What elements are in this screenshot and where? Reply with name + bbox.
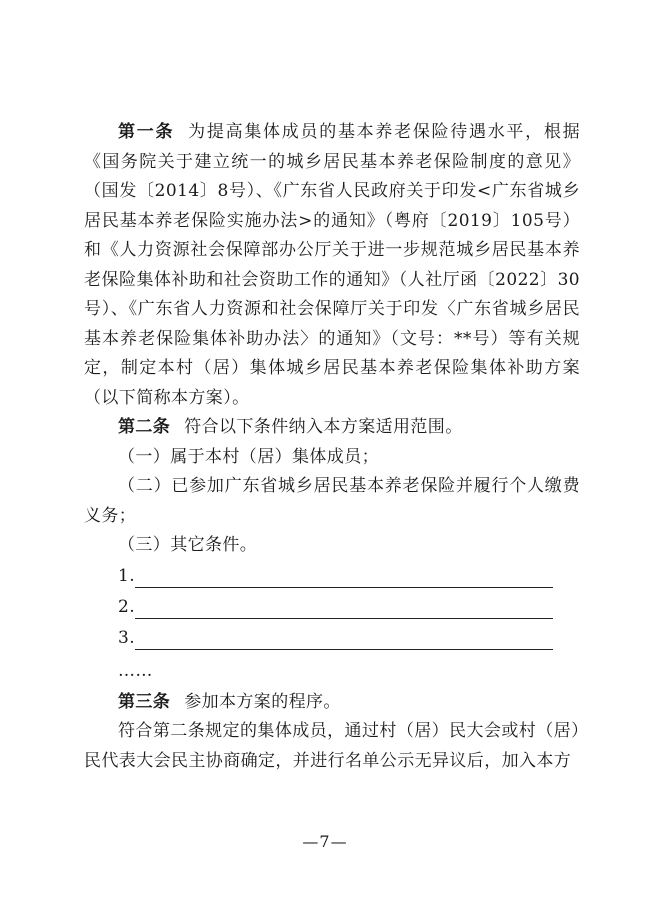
article-1-paragraph — [84, 118, 580, 413]
blank-line-3-number: 3. — [118, 628, 136, 648]
article-2-item-1: （一）属于本村（居）集体成员； — [118, 446, 379, 467]
page-number: —7— — [302, 832, 348, 851]
blank-line-1-number: 1. — [118, 566, 136, 586]
blank-line-1 — [118, 561, 580, 592]
article-3-body: 符合第二条规定的集体成员，通过村（居）民大会或村（居）民代表大会民主协商确定，并进行名单公示无异议后，加入本方 — [84, 721, 580, 771]
article-3-text: 参加本方案的程序。 — [184, 691, 341, 712]
article-2-item-2: （二）已参加广东省城乡居民基本养老保险并履行个人缴费义务； — [84, 476, 580, 526]
ellipsis: …… — [118, 660, 153, 681]
article-1-text: 为提高集体成员的基本养老保险待遇水平，根据《国务院关于建立统一的城乡居民基本养老保险制度的意见》（国发〔2014〕8号）、《广东省人民政府关于印发<广东省城乡居民基本养老保险实施办法>的通知》（粤府〔2019〕105号）和《人力资源社会保障部办公厅关于进一步规范城乡居民基本养老保险集体补助和社会资助工作的通知》（人社厅函〔2022〕30 号）、《广东省人力资源和社会保障厅关于印发〈广东省城乡居民基本养老保险集体补助办法〉的通知》（文号：**号）等有关规定，制定本村（居）集体城乡居民基本养老保险集体补助方案（以下简称本方案）。 — [84, 122, 580, 408]
article-3-paragraph — [84, 688, 580, 718]
blank-line-2-number: 2. — [118, 597, 136, 617]
article-2-text: 符合以下条件纳入本方案适用范围。 — [184, 417, 463, 437]
blank-line-3 — [118, 623, 580, 654]
article-3-label: 第三条 — [118, 691, 171, 712]
article-2-label: 第二条 — [118, 417, 171, 437]
blank-line-3-underline — [135, 629, 553, 650]
blank-line-2 — [118, 592, 580, 623]
article-2-paragraph — [84, 413, 580, 443]
blank-line-2-underline — [135, 598, 553, 619]
blank-line-1-underline — [135, 567, 553, 588]
article-1-label: 第一条 — [118, 122, 175, 142]
document-body — [84, 118, 580, 776]
article-2-item-3: （三）其它条件。 — [118, 535, 258, 555]
